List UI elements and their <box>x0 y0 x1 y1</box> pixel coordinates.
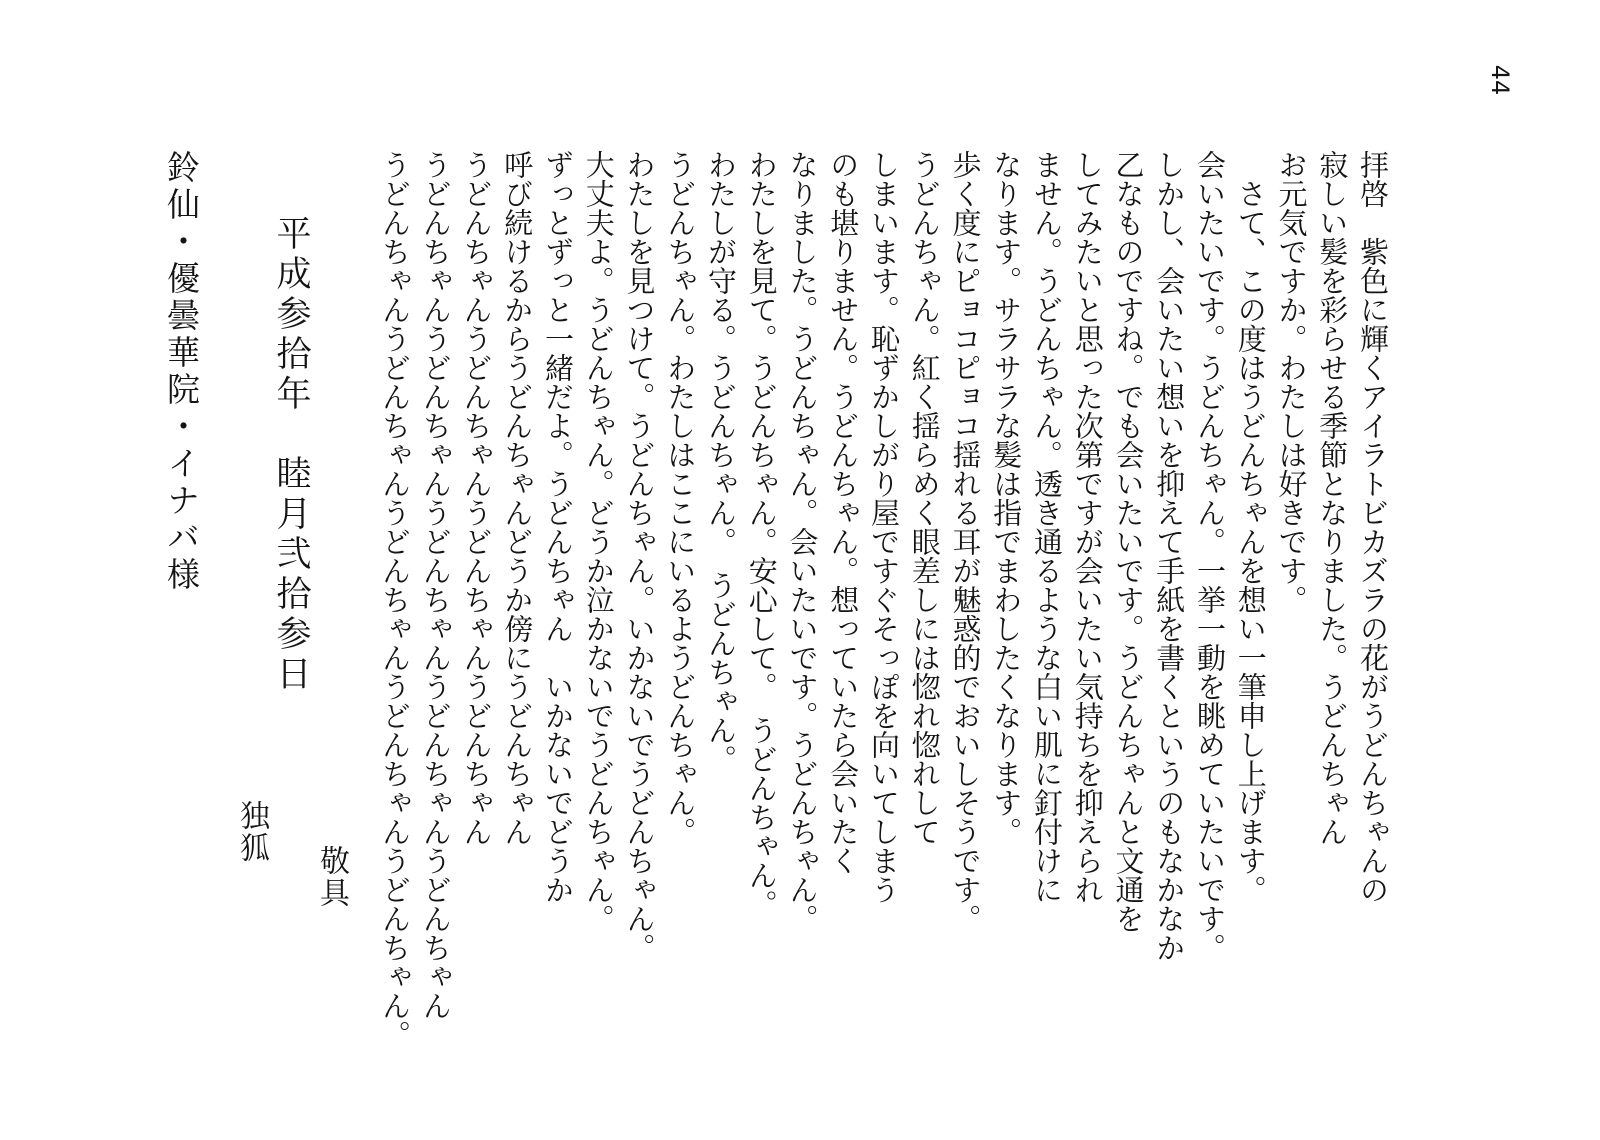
letter-line: してみたいと思った次第ですが会いたい気持ちを抑えられ <box>1070 150 1105 904</box>
letter-line: うどんちゃんうどんちゃんうどんちゃんうどんちゃんうどんちゃん <box>418 150 453 1020</box>
letter-line: しかし、会いたい想いを抑えて手紙を書くというのもなかなか <box>1152 150 1187 962</box>
letter-line: わたしを見つけて。うどんちゃん。いかないでうどんちゃん。 <box>622 150 657 962</box>
letter-line: うどんちゃん。わたしはここにいるようどんちゃん。 <box>663 150 698 846</box>
sender-name: 独狐 <box>234 800 269 864</box>
letter-line: 歩く度にピョコピョコ揺れる耳が魅惑的でおいしそうです。 <box>948 150 983 933</box>
letter-date: 平成参拾年 睦月弐拾参日 <box>271 215 311 695</box>
page-number: 44 <box>1486 64 1514 96</box>
letter-line: 大丈夫よ。うどんちゃん。どうか泣かないでうどんちゃん。 <box>581 150 616 933</box>
letter-line: うどんちゃんうどんちゃんうどんちゃんうどんちゃんうどんちゃん。 <box>378 150 412 1049</box>
letter-line: しまいます。恥ずかしがり屋ですぐそっぽを向いてしまう <box>867 150 901 904</box>
letter-body <box>374 150 1393 1080</box>
closing: 敬具 <box>314 845 349 909</box>
letter-line: うどんちゃん。紅く揺らめく眼差しには惚れ惚れして <box>907 150 942 846</box>
letter-line: ずっとずっと一緒だよ。うどんちゃん いかないでどうか <box>541 150 575 904</box>
letter-line: わたしを見て。うどんちゃん。安心して。 うどんちゃん。 <box>744 150 779 919</box>
addressee: 鈴仙・優曇華院・イナバ様 <box>162 150 201 594</box>
letter-line: わたしが守る。うどんちゃん。 うどんちゃん。 <box>704 150 738 774</box>
letter-line: 寂しい髪を彩らせる季節となりました。うどんちゃん <box>1315 150 1350 846</box>
letter-line: のも堪りません。うどんちゃん。想っていたら会いたく <box>826 150 861 875</box>
letter-line: 呼び続けるからうどんちゃんどうか傍にうどんちゃん <box>500 150 535 846</box>
letter-line: 乙なものですね。でも会いたいです。うどんちゃんと文通を <box>1111 150 1146 933</box>
letter-line: 拝啓 紫色に輝くアイラトビカズラの花がうどんちゃんの <box>1356 150 1390 904</box>
letter-line: 会いたいです。うどんちゃん。一挙一動を眺めていたいです。 <box>1193 150 1227 962</box>
letter-line: なりました。うどんちゃん。会いたいです。うどんちゃん。 <box>785 150 820 933</box>
letter-line: ません。うどんちゃん。透き通るような白い肌に釘付けに <box>1030 150 1064 904</box>
letter-line: うどんちゃんうどんちゃんうどんちゃんうどんちゃん <box>459 150 494 846</box>
letter-line: さて、この度はうどんちゃんを想い一筆申し上げます。 <box>1233 150 1268 904</box>
letter-line: お元気ですか。わたしは好きです。 <box>1274 150 1309 614</box>
letter-line: なります。サラサラな髪は指でまわしたくなります。 <box>989 150 1024 846</box>
